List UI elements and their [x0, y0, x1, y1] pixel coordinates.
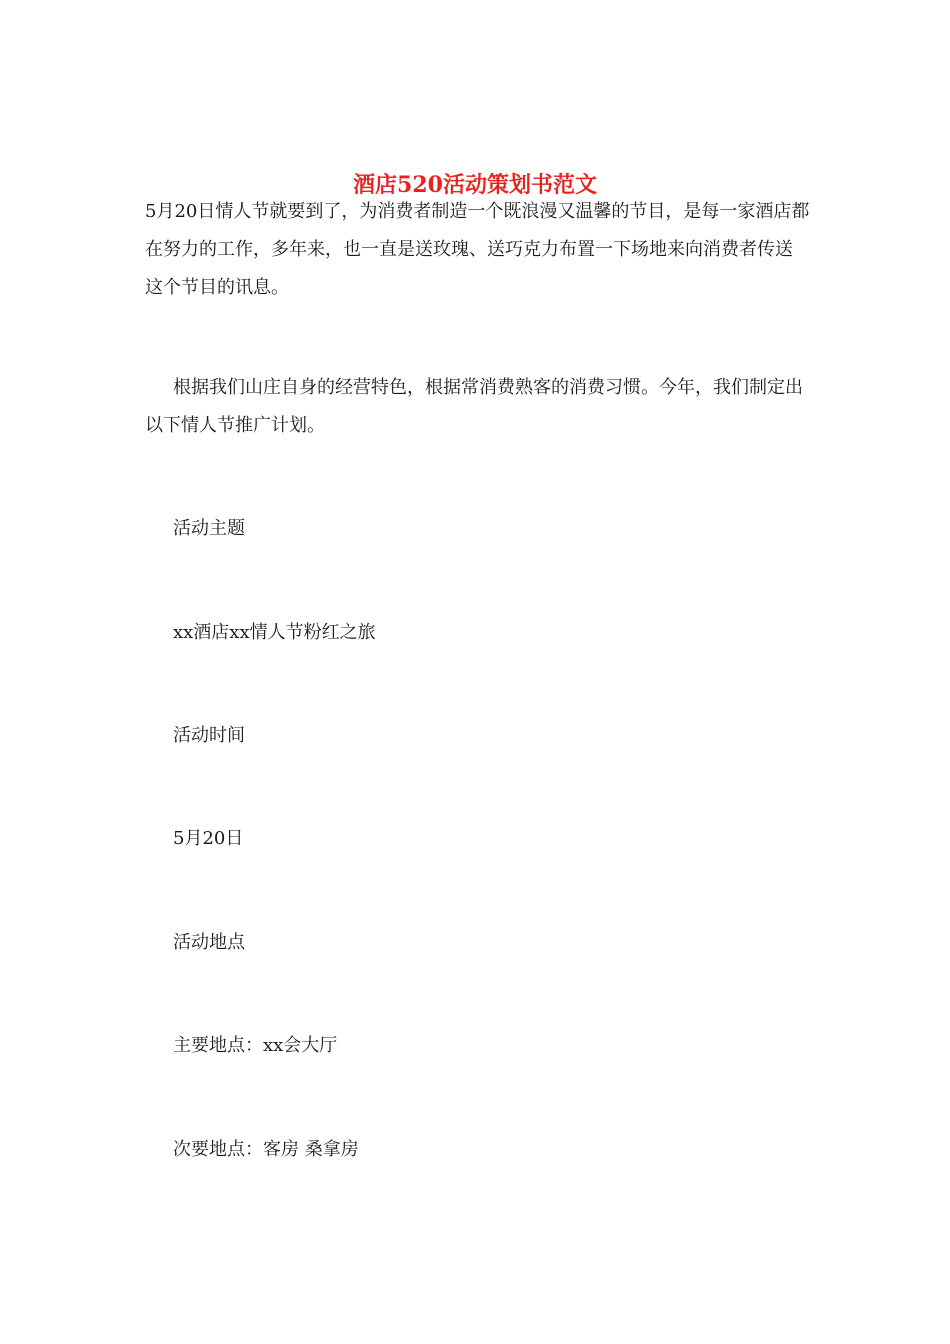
time-heading: 活动时间	[173, 725, 245, 746]
intro-paragraph: 5月20日情人节就要到了，为消费者制造一个既浪漫又温馨的节目，是每一家酒店都在努力的工作，多年来，也一直是送玫瑰、送巧克力布置一下场地来向消费者传送这个节目的讯息。	[145, 201, 810, 298]
time-value: 5月20日	[173, 828, 244, 849]
place-heading: 活动地点	[173, 932, 245, 953]
plan-paragraph: 根据我们山庄自身的经营特色，根据常消费熟客的消费习惯。今年，我们制定出以下情人节推广计划。	[145, 377, 803, 436]
theme-heading: 活动主题	[173, 518, 245, 539]
secondary-place: 次要地点：客房 桑拿房	[173, 1139, 359, 1160]
theme-value: xx酒店xx情人节粉红之旅	[173, 622, 376, 643]
main-place: 主要地点：xx会大厅	[173, 1035, 338, 1056]
document-title: 酒店520活动策划书范文	[353, 171, 597, 198]
